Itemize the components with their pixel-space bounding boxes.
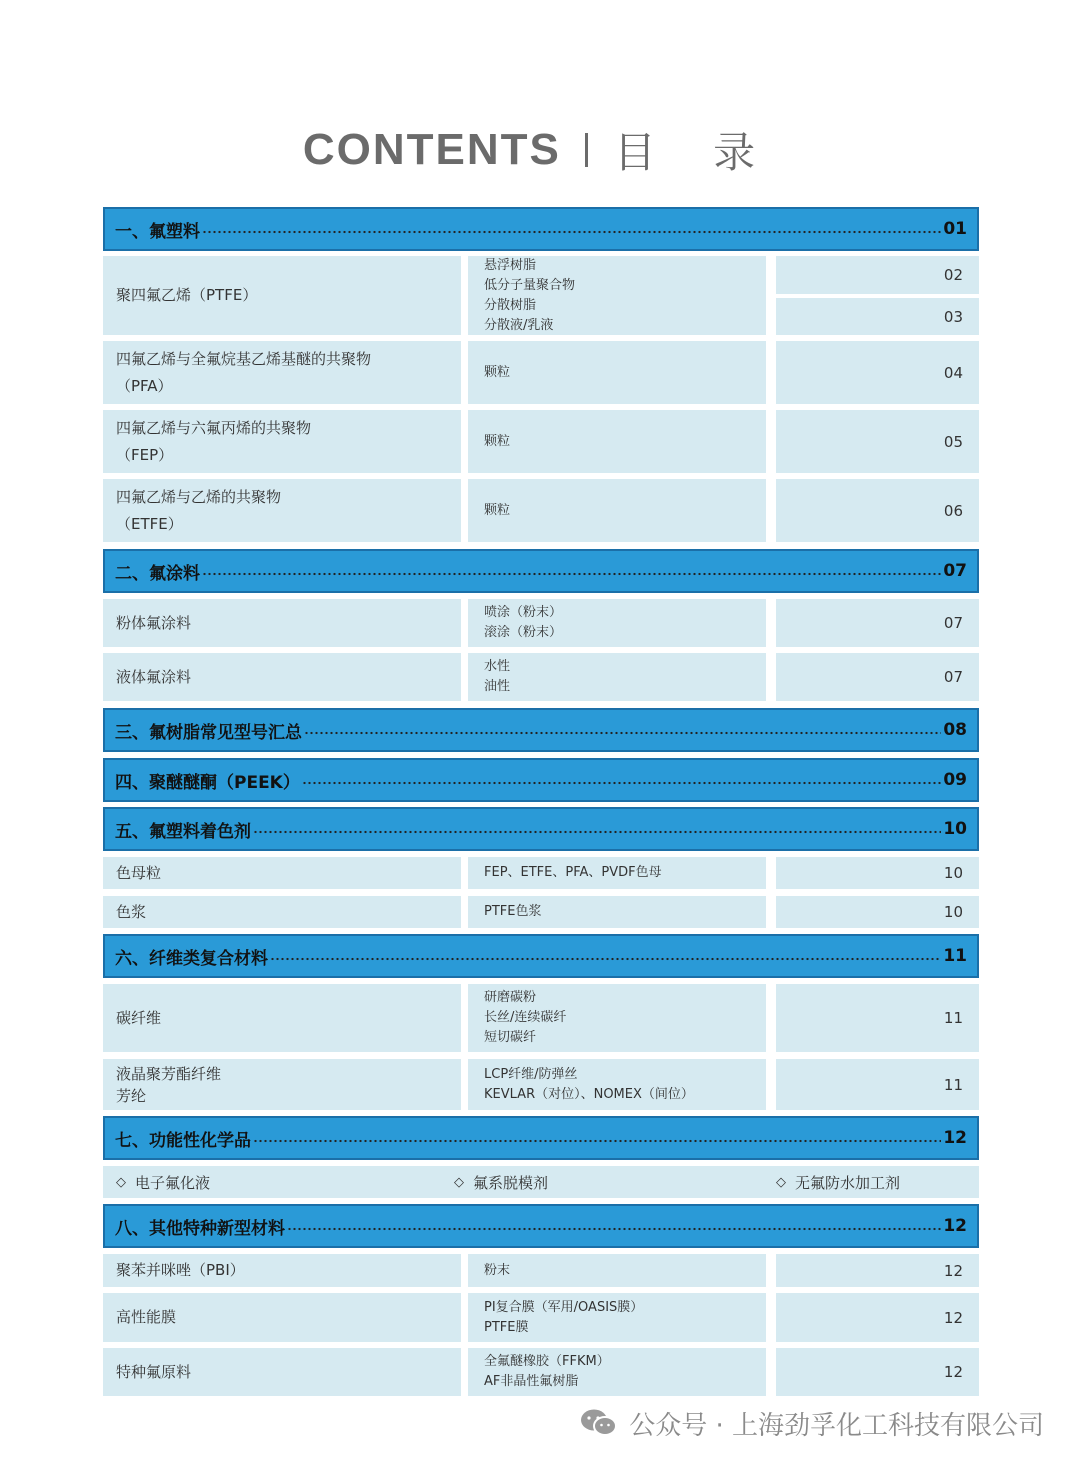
section-label: 六、纤维类复合材料 [115, 948, 268, 969]
table-row [103, 857, 979, 889]
row-name-text: 色母粒 [116, 863, 162, 882]
list-item-text: 电子氟化液 [135, 1173, 211, 1192]
row-name-text: （FEP） [116, 445, 174, 464]
row-name-text: （PFA） [116, 376, 173, 395]
row-page [776, 479, 979, 542]
diamond-icon: ◇ [776, 1174, 786, 1190]
row-item: 分散液/乳液 [484, 317, 554, 333]
row-item: LCP纤维/防弹丝 [484, 1066, 578, 1082]
row-name [103, 341, 461, 404]
wechat-icon [579, 1407, 619, 1439]
table-row [103, 599, 979, 647]
row-name-text: 聚四氟乙烯（PTFE） [116, 286, 258, 304]
row-item: 水性 [484, 659, 511, 674]
row-name [103, 896, 461, 928]
title-divider [585, 133, 588, 167]
row-item: 颗粒 [484, 502, 511, 518]
section-label: 一、氟塑料 [115, 221, 200, 242]
row-item: 分散树脂 [484, 297, 537, 313]
row-item: PTFE膜 [484, 1319, 529, 1335]
section-header-colorants[interactable] [103, 807, 979, 851]
section-label: 二、氟涂料 [115, 563, 200, 584]
table-row [103, 479, 979, 542]
table-row [103, 341, 979, 404]
title-cn: 目 录 [613, 128, 778, 177]
row-item: 颗粒 [484, 364, 511, 380]
row-page [776, 1059, 979, 1110]
dot-leader [287, 1227, 941, 1231]
section-header-special-materials[interactable] [103, 1204, 979, 1248]
row-page [776, 984, 979, 1052]
row-name [103, 1059, 461, 1110]
row-page [776, 410, 979, 473]
row-name-text: 特种氟原料 [116, 1362, 192, 1381]
section-label: 五、氟塑料着色剂 [115, 821, 251, 842]
row-name [103, 410, 461, 473]
table-row [103, 653, 979, 701]
section-page: 07 [943, 561, 967, 581]
row-name-text: 四氟乙烯与乙烯的共聚物 [116, 487, 282, 506]
section-header-fiber-composites[interactable] [103, 934, 979, 978]
section-header-fluoroplastics[interactable] [103, 207, 979, 251]
row-items [468, 1254, 766, 1287]
row-item: 喷涂（粉末） [484, 605, 563, 620]
row-page [776, 896, 979, 928]
table-row [103, 1059, 979, 1110]
row-item: 长丝/连续碳纤 [484, 1010, 567, 1025]
row-name [103, 857, 461, 889]
title-en: CONTENTS [302, 125, 561, 174]
section-page: 09 [943, 770, 967, 790]
row-item: PI复合膜（军用/OASIS膜） [484, 1299, 644, 1315]
row-item: 低分子量聚合物 [484, 277, 576, 293]
row-items [468, 256, 766, 335]
row-items [468, 1293, 766, 1342]
row-page [776, 1293, 979, 1342]
row-item: 短切碳纤 [484, 1030, 537, 1045]
section-page: 12 [943, 1216, 967, 1236]
row-name-text: 液晶聚芳酯纤维 [116, 1064, 222, 1083]
row-item: 悬浮树脂 [484, 257, 537, 273]
row-page-text: 10 [943, 864, 963, 882]
row-name-text: 四氟乙烯与六氟丙烯的共聚物 [116, 418, 312, 437]
dot-leader [202, 572, 941, 576]
row-page-text: 04 [943, 363, 963, 382]
row-page [776, 298, 979, 335]
section-header-peek[interactable] [103, 758, 979, 802]
row-name-text: 碳纤维 [116, 1008, 162, 1027]
row-name [103, 256, 461, 335]
list-item [454, 1166, 548, 1198]
section-header-functional-chemicals[interactable] [103, 1116, 979, 1160]
table-row [103, 1293, 979, 1342]
row-items [468, 1348, 766, 1396]
dot-leader [304, 731, 941, 735]
section-label: 三、氟树脂常见型号汇总 [115, 722, 302, 743]
row-page [776, 1348, 979, 1396]
row-page-text: 12 [943, 1308, 963, 1327]
row-items [468, 599, 766, 647]
dot-leader [253, 830, 941, 834]
row-page-text: 05 [943, 432, 963, 451]
section-label: 四、聚醚醚酮（PEEK） [115, 772, 300, 793]
row-items [468, 341, 766, 404]
row-name-text: 聚苯并咪唑（PBI） [116, 1261, 245, 1279]
section-page: 11 [943, 946, 967, 966]
section-page: 12 [943, 1128, 967, 1148]
row-name [103, 653, 461, 701]
row-item: 颗粒 [484, 433, 511, 449]
section-label: 八、其他特种新型材料 [115, 1218, 285, 1239]
row-name-text: 液体氟涂料 [116, 667, 192, 686]
row-page-text: 10 [943, 903, 963, 921]
row-page [776, 599, 979, 647]
row-name [103, 1254, 461, 1287]
table-row [103, 984, 979, 1052]
row-page-text: 12 [943, 1261, 963, 1280]
row-items [468, 653, 766, 701]
watermark [579, 1403, 1044, 1443]
row-items [468, 857, 766, 889]
row-name-text: 芳纶 [116, 1086, 147, 1105]
section-label: 七、功能性化学品 [115, 1130, 251, 1151]
row-name [103, 984, 461, 1052]
section-header-resin-grades[interactable] [103, 708, 979, 752]
row-name-text: 高性能膜 [116, 1308, 177, 1326]
row-item: 全氟醚橡胶（FFKM） [484, 1354, 610, 1369]
row-item: 粉末 [484, 1262, 511, 1278]
page-title [0, 118, 1080, 182]
row-page [776, 256, 979, 294]
row-page [776, 1254, 979, 1287]
row-items [468, 1059, 766, 1110]
row-name [103, 1348, 461, 1396]
row-name-text: 色浆 [116, 902, 147, 921]
list-item [116, 1166, 210, 1198]
row-item: 油性 [484, 679, 511, 694]
row-items [468, 896, 766, 928]
row-page-text: 12 [943, 1363, 963, 1381]
row-page-text: 11 [943, 1075, 963, 1094]
dot-leader [253, 1139, 941, 1143]
list-item [776, 1166, 900, 1198]
row-page-text: 06 [943, 501, 963, 520]
row-page-text: 11 [943, 1009, 963, 1027]
diamond-icon: ◇ [454, 1174, 464, 1190]
row-item: 滚涂（粉末） [484, 625, 563, 640]
dot-leader [202, 230, 941, 234]
section-page: 10 [943, 819, 967, 839]
row-name-text: 粉体氟涂料 [116, 613, 192, 632]
row-item: PTFE色浆 [484, 904, 542, 919]
list-item-text: 无氟防水加工剂 [795, 1173, 901, 1192]
row-item: FEP、ETFE、PFA、PVDF色母 [484, 865, 662, 880]
row-item: 研磨碳粉 [484, 990, 537, 1005]
bullet-list [103, 1166, 979, 1198]
row-item: KEVLAR（对位）、NOMEX（间位） [484, 1086, 694, 1102]
table-row [103, 896, 979, 928]
diamond-icon: ◇ [116, 1174, 126, 1190]
list-item-text: 氟系脱模剂 [473, 1173, 549, 1192]
dot-leader [270, 957, 941, 961]
watermark-text: 公众号 · 上海劲孚化工科技有限公司 [629, 1410, 1044, 1441]
row-page-text: 02 [943, 266, 963, 284]
row-page [776, 341, 979, 404]
row-page-text: 07 [943, 614, 963, 632]
table-row [103, 410, 979, 473]
row-page-text: 03 [943, 307, 963, 326]
row-page [776, 653, 979, 701]
row-items [468, 410, 766, 473]
row-items [468, 479, 766, 542]
row-name [103, 1293, 461, 1342]
table-row [103, 1348, 979, 1396]
section-page: 01 [943, 219, 967, 239]
row-items [468, 984, 766, 1052]
row-page [776, 857, 979, 889]
row-name [103, 479, 461, 542]
row-page-text: 07 [943, 668, 963, 686]
table-row [103, 1254, 979, 1287]
row-name-text: 四氟乙烯与全氟烷基乙烯基醚的共聚物 [116, 349, 372, 368]
section-header-fluoro-coatings[interactable] [103, 549, 979, 593]
dot-leader [302, 781, 941, 785]
section-page: 08 [943, 720, 967, 740]
row-name-text: （ETFE） [116, 514, 183, 533]
row-item: AF非晶性氟树脂 [484, 1374, 579, 1389]
row-name [103, 599, 461, 647]
